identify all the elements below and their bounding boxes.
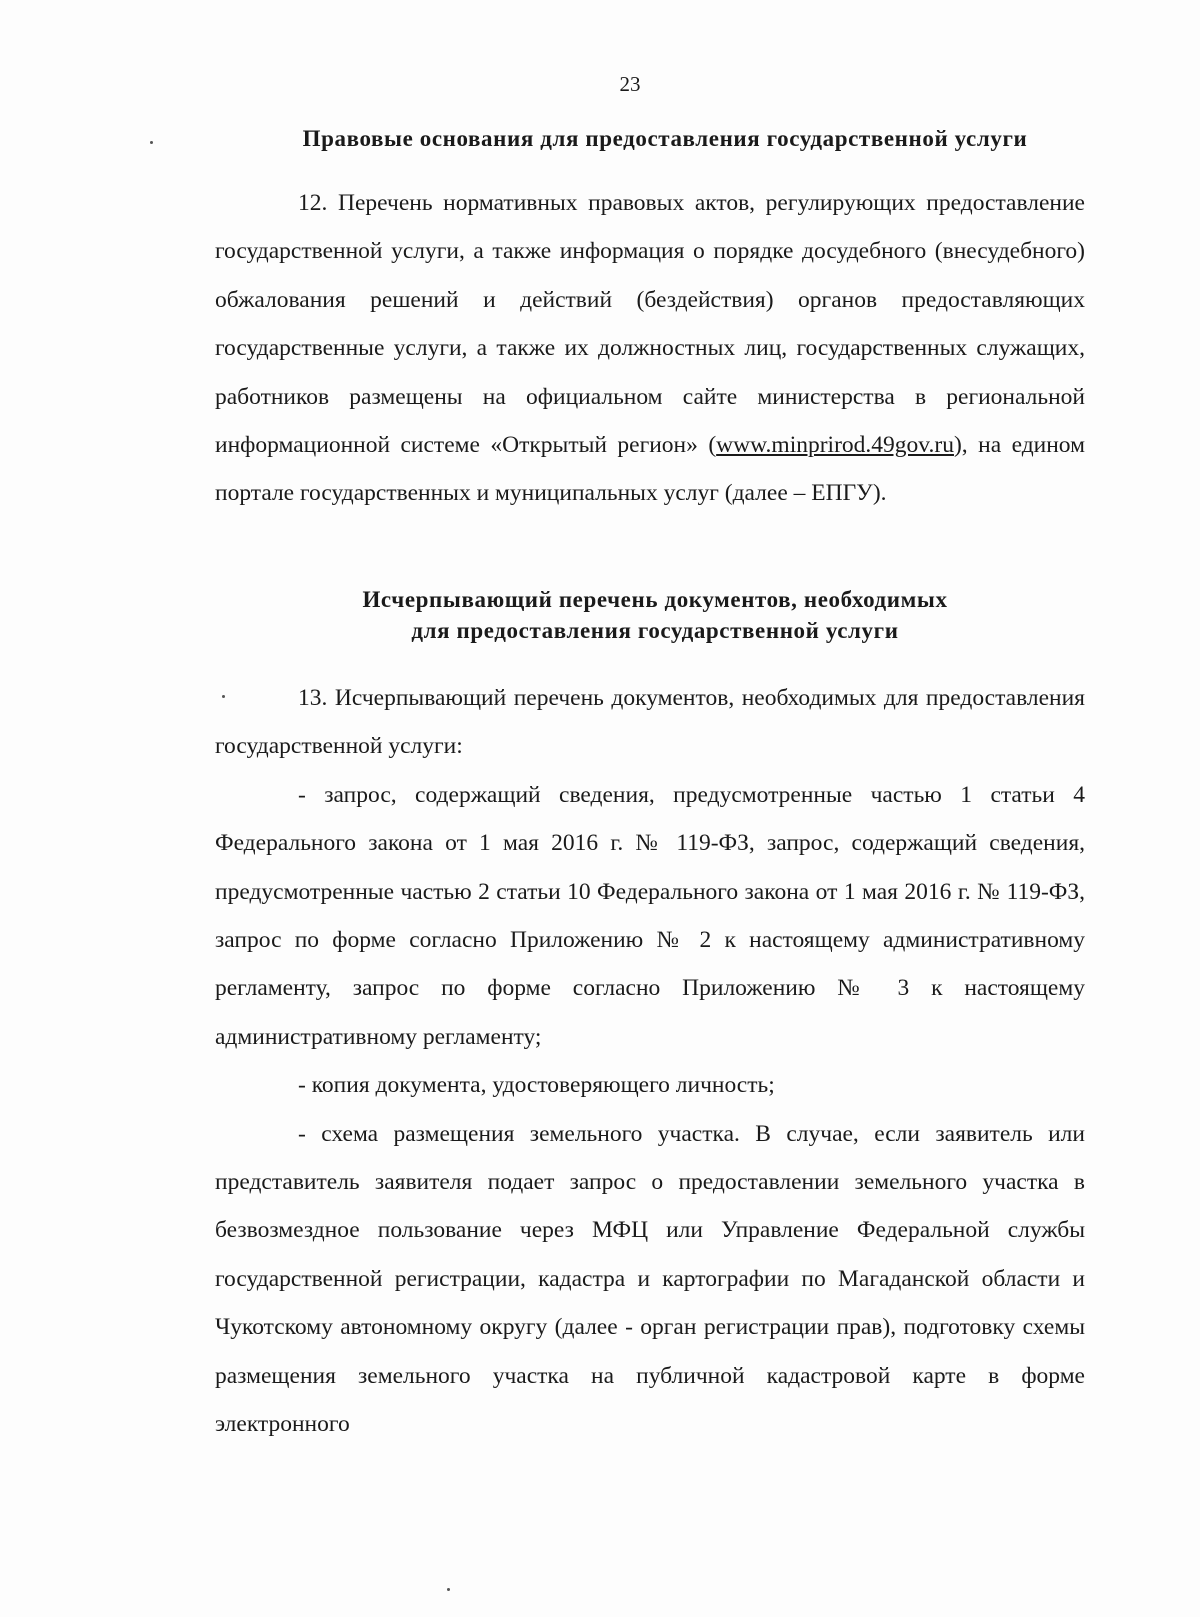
list-item-request: - запрос, содержащий сведения, предусмотренные частью 1 статьи 4 Федерального закона от 1 мая 2016 г. № 119-ФЗ, запрос, содержащий сведения, предусмотренные частью 2 статьи 10 Федерального закона от 1 мая 2016 г. № 119-ФЗ, запрос по форме согласно Приложению № 2 к настоящему административному регламенту, запрос по форме согласно Приложению № 3 к настоящему административному регламенту;	[215, 781, 1085, 1050]
heading-line-2: для предоставления государственной услуги	[411, 618, 899, 643]
paragraph-13: 13. Исчерпывающий перечень документов, необходимых для предоставления государственной услуги:	[215, 685, 1085, 760]
paragraph-12	[215, 179, 1085, 518]
scan-speck	[150, 141, 153, 144]
section-body-legal-basis	[215, 179, 1085, 518]
paragraph-12-text-end: ), на едином портале государственных и муниципальных услуг (далее – ЕПГУ).	[215, 432, 1085, 507]
section-heading-documents-list	[215, 584, 1095, 646]
section-heading-legal-basis: Правовые основания для предоставления государственной услуги	[302, 126, 1028, 151]
section-body-documents-list	[215, 674, 1085, 1449]
list-item-land-scheme: - схема размещения земельного участка. В случае, если заявитель или представитель заявителя подает запрос о предоставлении земельного участка в безвозмездное пользование через МФЦ или Управление Федеральной службы государственной регистрации, кадастра и картографии по Магаданской области и Чукотскому автономному округу (далее - орган регистрации прав), подготовку схемы размещения земельного участка на публичной кадастровой карте в форме электронного	[215, 1120, 1085, 1438]
website-link[interactable]: www.minprirod.49gov.ru	[716, 432, 954, 459]
paragraph-12-text: 12. Перечень нормативных правовых актов, регулирующих предоставление государственной услуги, а также информация о порядке досудебного (внесудебного) обжалования решений и действий (бездействия) органов предоставляющих государственные услуги, а также их должностных лиц, государственных служащих, работников размещены на официальном сайте министерства в региональной информационной системе «Открытый регион» (	[215, 190, 1085, 459]
scan-speck	[447, 1588, 450, 1591]
page-number: 23	[619, 72, 641, 96]
heading-line-1: Исчерпывающий перечень документов, необходимых	[362, 587, 948, 612]
list-item-identity-copy: - копия документа, удостоверяющего личность;	[298, 1072, 775, 1099]
scan-speck	[222, 695, 225, 698]
